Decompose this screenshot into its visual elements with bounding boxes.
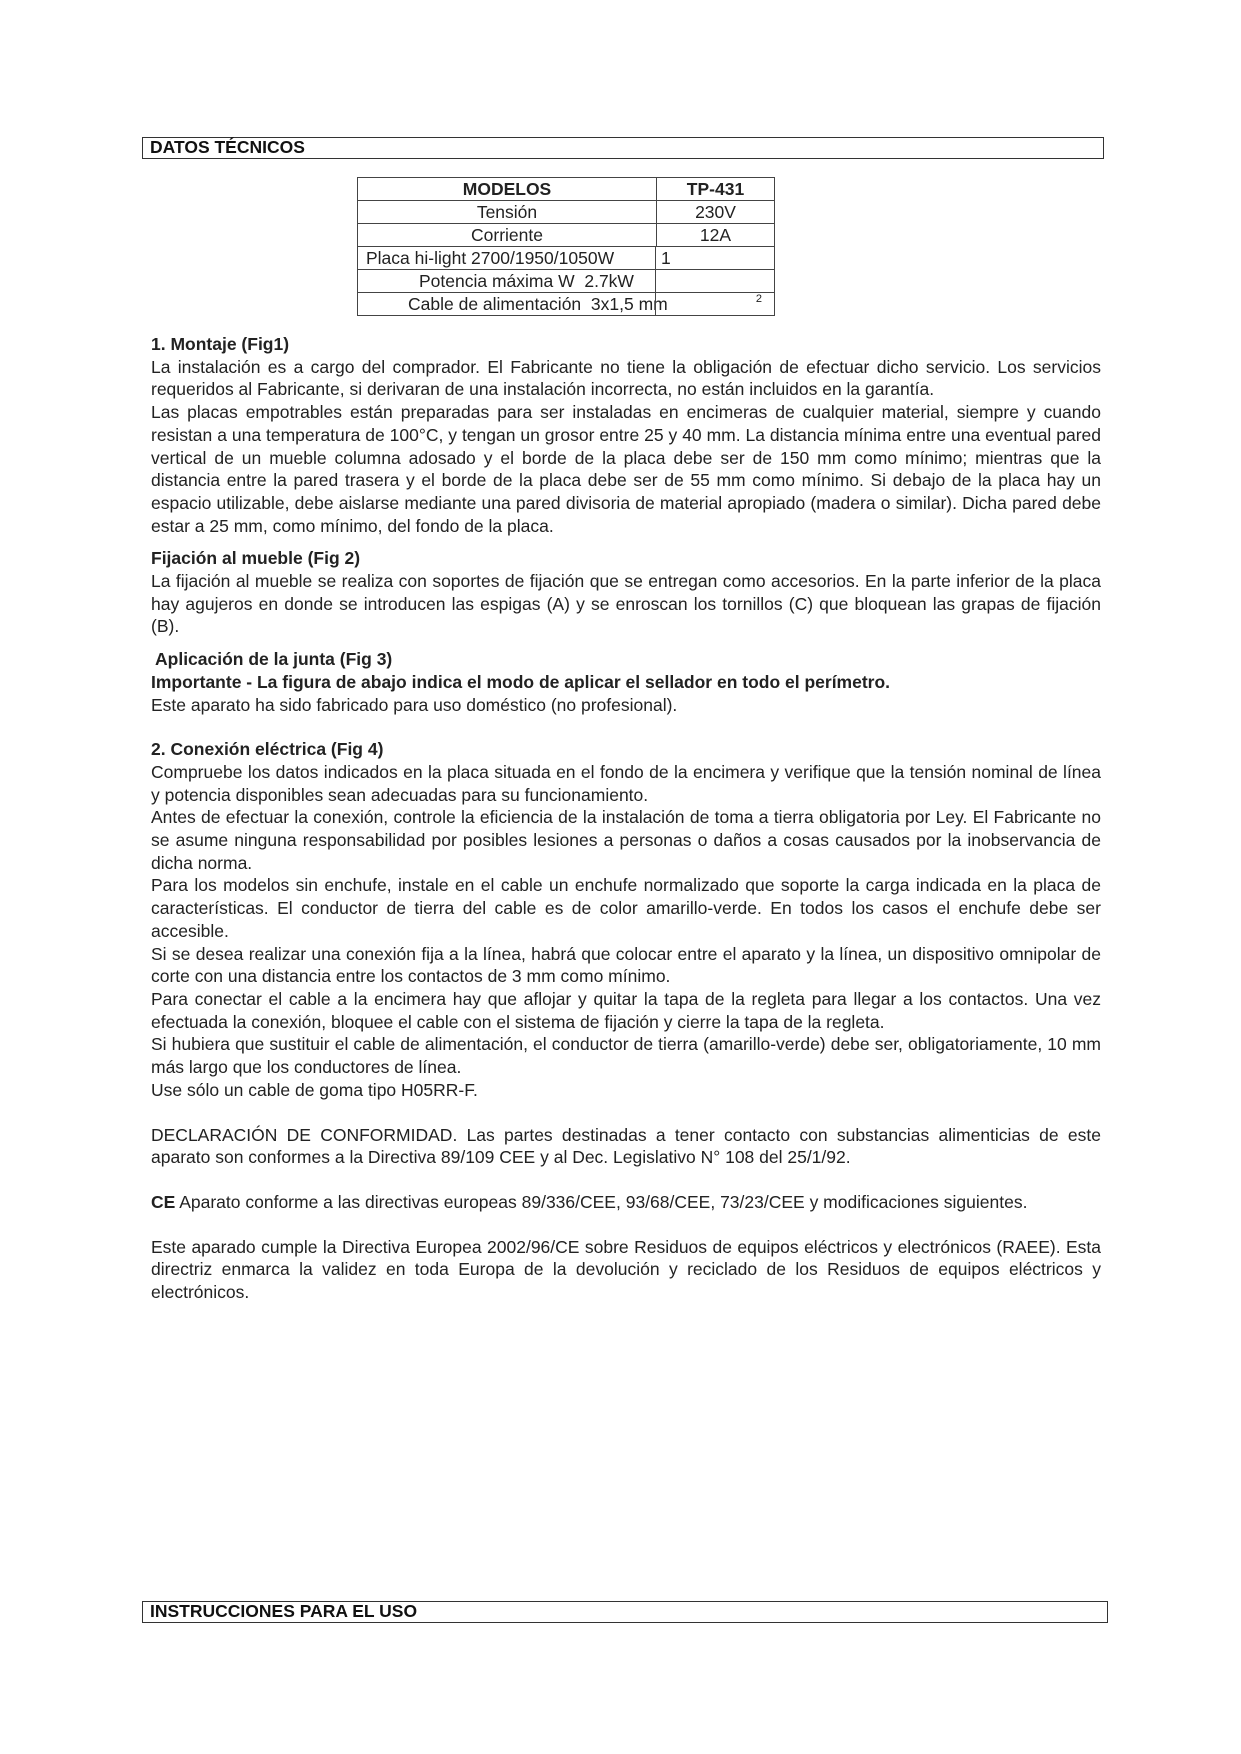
table-cell-merged (358, 270, 775, 293)
paragraph: Las placas empotrables están preparadas para ser instaladas en encimeras de cualquier material, siempre y cuando resistan a una temperatura de 100°C, y tengan un grosor entre 25 y 40 mm. La distancia mínima entre una eventual pared vertical de un mueble columna adosado y el borde de la placa debe ser de 150 mm como mínimo; mientras que la distancia entre la pared trasera y el borde de la placa debe ser de 55 mm como mínimo. Si debajo de la placa hay un espacio utilizable, debe aislarse mediante una pared divisoria de material apropiado (madera o similar). Dicha pared debe estar a 25 mm, como mínimo, del fondo de la placa. (151, 402, 1101, 536)
table-cell-value: 1 (661, 248, 671, 268)
column-divider (655, 270, 656, 292)
raee-paragraph: Este aparado cumple la Directiva Europea 2002/96/CE sobre Residuos de equipos eléctricos y electrónicos (RAEE). Esta directriz enmarca la validez en toda Europa de la devolución y reciclado de los Residuos de equipos eléctricos y electrónicos. (151, 1236, 1101, 1303)
table-header-row (358, 178, 775, 201)
table-cell-label: Placa hi-light 2700/1950/1050W (366, 248, 615, 268)
ce-text: Aparato conforme a las directivas europeas 89/336/CEE, 93/68/CEE, 73/23/CEE y modificaciones siguientes. (175, 1191, 1028, 1212)
paragraph: Antes de efectuar la conexión, controle la eficiencia de la instalación de toma a tierra obligatoria por Ley. El Fabricante no se asume ninguna responsabilidad por posibles lesiones a personas o daños a cosas causados por la inobservancia de dicha norma. (151, 807, 1101, 873)
section-title-junta: Aplicación de la junta (Fig 3) (155, 649, 393, 670)
paragraph: La fijación al mueble se realiza con soportes de fijación que se entregan como accesorios. En la parte inferior de la placa hay agujeros en donde se introducen las espigas (A) y se enroscan los tornillos (C) que bloquean las grapas de fijación (B). (151, 571, 1101, 637)
table-cell-label: Cable de alimentación (408, 294, 582, 314)
table-row (358, 270, 775, 293)
section-header-instrucciones: INSTRUCCIONES PARA EL USO (142, 1601, 1108, 1623)
column-divider (655, 247, 656, 269)
paragraph: La instalación es a cargo del comprador. El Fabricante no tiene la obligación de efectuar dicho servicio. Los servicios requeridos al Fabricante, si derivaran de una instalación incorrecta, no están incluidos en la garantía. (151, 356, 1101, 400)
table-cell-label: Potencia máxima W (419, 271, 575, 291)
column-divider (655, 293, 656, 315)
declaration-of-conformity: DECLARACIÓN DE CONFORMIDAD. Las partes destinadas a tener contacto con substancias alimenticias de este aparato son conformes a la Directiva 89/109 CEE y al Dec. Legislativo N° 108 del 25/1/92. (151, 1124, 1101, 1168)
table-cell-value: 2.7kW (584, 271, 634, 291)
table-cell-label: Corriente (358, 224, 657, 247)
table-row (358, 201, 775, 224)
paragraph: Si hubiera que sustituir el cable de alimentación, el conductor de tierra (amarillo-verde) debe ser, obligatoriamente, 10 mm más largo que los conductores de línea. (151, 1034, 1101, 1078)
table-cell-value: 12A (657, 224, 775, 247)
table-row (358, 293, 775, 316)
section-title-fijacion: Fijación al mueble (Fig 2) (151, 548, 361, 569)
paragraph: Este aparato ha sido fabricado para uso doméstico (no profesional). (151, 694, 678, 715)
paragraph: Para los modelos sin enchufe, instale en el cable un enchufe normalizado que soporte la carga indicada en la placa de características. El conductor de tierra del cable es de color amarillo-verde. En todos los casos el enchufe debe ser accesible. (151, 875, 1101, 941)
paragraph: Compruebe los datos indicados en la placa situada en el fondo de la encimera y verifique que la tensión nominal de línea y potencia disponibles sean adecuadas para su funcionamiento. (151, 761, 1101, 805)
table-row (358, 224, 775, 247)
ce-mark: CE (151, 1191, 176, 1212)
paragraph: Si se desea realizar una conexión fija a la línea, habrá que colocar entre el aparato y la línea, un dispositivo omnipolar de corte con una distancia entre los contactos de 3 mm como mínimo. (151, 943, 1101, 987)
section-header-datos-tecnicos: DATOS TÉCNICOS (142, 137, 1104, 159)
section-title-montaje: 1. Montaje (Fig1) (151, 334, 290, 354)
ce-compliance (151, 1191, 1101, 1214)
table-cell-label: Tensión (358, 201, 657, 224)
paragraph: Use sólo un cable de goma tipo H05RR-F. (151, 1079, 478, 1100)
table-header-cell: TP-431 (657, 178, 775, 201)
important-note: Importante - La figura de abajo indica el modo de aplicar el sellador en todo el perímetro. (151, 671, 891, 692)
superscript-exponent: 2 (755, 293, 762, 305)
paragraph: Para conectar el cable a la encimera hay que aflojar y quitar la tapa de la regleta para llegar a los contactos. Una vez efectuada la conexión, bloquee el cable con el sistema de fijación y cierre la tapa de la regleta. (151, 988, 1101, 1032)
table-header-cell: MODELOS (358, 178, 657, 201)
table-row (358, 247, 775, 270)
document-body (151, 333, 1101, 1304)
section-title-conexion: 2. Conexión eléctrica (Fig 4) (151, 739, 384, 760)
table-cell-value: 230V (657, 201, 775, 224)
table-cell-value: 3x1,5 mm (590, 294, 668, 314)
table-cell-merged (358, 247, 775, 270)
specs-table (357, 177, 775, 316)
table-cell-merged (358, 293, 775, 316)
